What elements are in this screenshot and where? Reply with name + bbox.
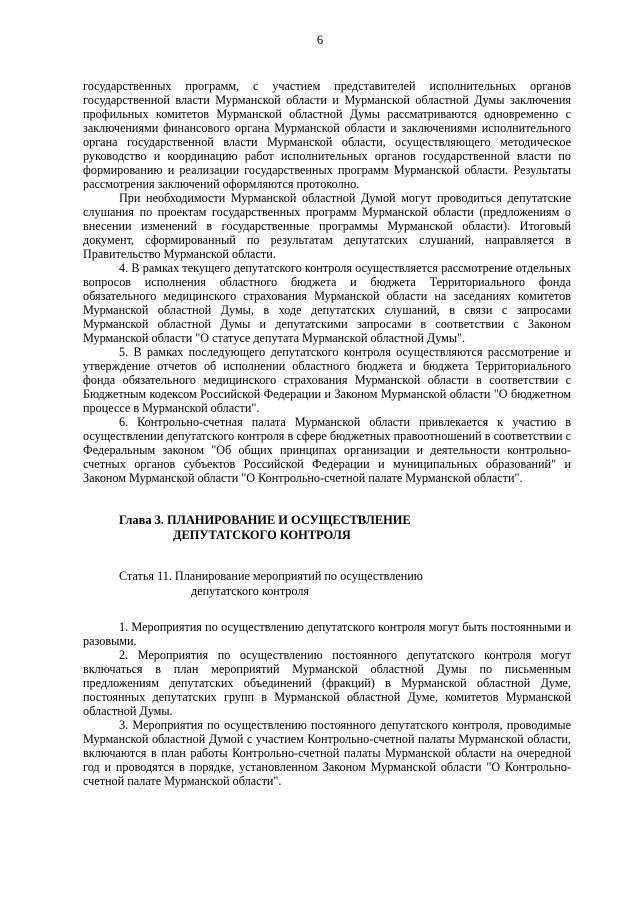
- spacer: [83, 598, 571, 620]
- article-11-paragraph-1: 1. Мероприятия по осуществлению депутатского контроля могут быть постоянными и разовыми.: [83, 620, 571, 648]
- article-11-paragraph-2: 2. Мероприятия по осуществлению постоянного депутатского контроля могут включаться в план мероприятий Мурманской областной Думы по письменным предложениям депутатских объединений (фракций) в Мурманской областной Думе, постоянных депутатских групп в Мурманской областной Думе, комитетов Мурманской областной Думы.: [83, 648, 571, 718]
- article-heading: [119, 569, 571, 598]
- paragraph-5: 5. В рамках последующего депутатского контроля осуществляются рассмотрение и утверждение отчетов об исполнении областного бюджета и бюджета Территориального фонда обязательного медицинского страхования Мурманской области в соответствии с Бюджетным кодексом Российской Федерации и Законом Мурманской области "О бюджетном процессе в Мурманской области".: [83, 345, 571, 415]
- chapter-heading: [119, 513, 571, 542]
- page-number: 6: [316, 33, 324, 47]
- paragraph-4: 4. В рамках текущего депутатского контроля осуществляется рассмотрение отдельных вопросов исполнения областного бюджета и бюджета Территориального фонда обязательного медицинского страхования Мурманской области на заседаниях комитетов Мурманской областной Думы, в ходе депутатских слушаний, в связи с запросами Мурманской областной Думы и депутатскими запросами в соответствии с Законом Мурманской области "О статусе депутата Мурманской областной Думы".: [83, 261, 571, 345]
- paragraph-continuation: государственных программ, с участием представителей исполнительных органов государственной власти Мурманской области и Мурманской областной Думы заключения профильных комитетов Мурманской областной Думы рассматриваются одновременно с заключениями финансового органа Мурманской области и заключениями исполнительного органа государственной власти Мурманской области, осуществляющего методическое руководство и координацию работ исполнительных органов государственной власти по формированию и реализации государственных программ Мурманской области. Результаты рассмотрения заключений оформляются протоколно.: [83, 79, 571, 191]
- paragraph-hearings: При необходимости Мурманской областной Думой могут проводиться депутатские слушания по проектам государственных программ Мурманской области (предложениям о внесении изменений в государственные программы Мурманской области). Итоговый документ, сформированный по результатам депутатских слушаний, направляется в Правительство Мурманской области.: [83, 191, 571, 261]
- article-heading-line1: Статья 11. Планирование мероприятий по осуществлению: [119, 569, 423, 583]
- article-11-paragraph-3: 3. Мероприятия по осуществлению постоянного депутатского контроля, проводимые Мурманской областной Думой с участием Контрольно-счетной палаты Мурманской области, включаются в план работы Контрольно-счетной палаты Мурманской области на очередной год и проводятся в порядке, установленном Законом Мурманской области "О Контрольно-счетной палате Мурманской области".: [83, 718, 571, 788]
- article-heading-line2: депутатского контроля: [191, 583, 310, 598]
- paragraph-6: 6. Контрольно-счетная палата Мурманской области привлекается к участию в осуществлении депутатского контроля в сфере бюджетных правоотношений в соответствии с Федеральным законом "Об общих принципах организации и деятельности контрольно-счетных органов субъектов Российской Федерации и муниципальных образований" и Законом Мурманской области "О Контрольно-счетной палате Мурманской области".: [83, 415, 571, 485]
- chapter-heading-line1: Глава 3. ПЛАНИРОВАНИЕ И ОСУЩЕСТВЛЕНИЕ: [119, 513, 411, 527]
- document-body: [83, 79, 571, 788]
- chapter-heading-line2: ДЕПУТАТСКОГО КОНТРОЛЯ: [173, 527, 351, 542]
